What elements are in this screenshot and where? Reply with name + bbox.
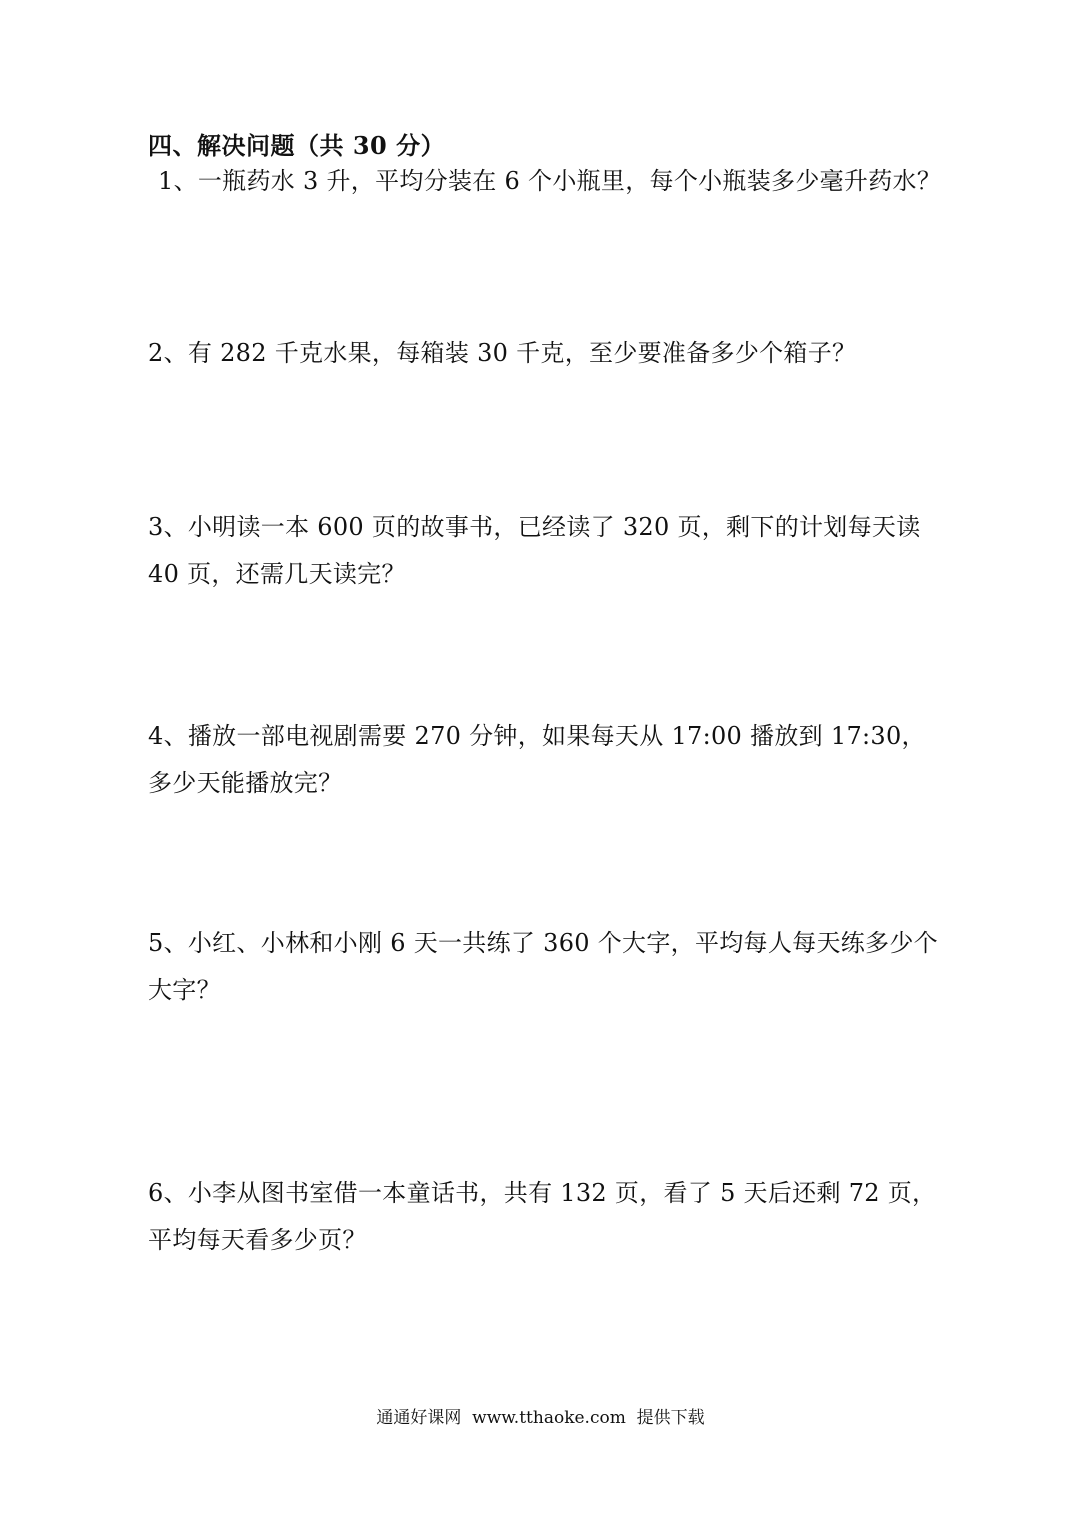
question-5: 5、小红、小林和小刚 6 天一共练了 360 个大字，平均每人每天练多少个大字？ — [148, 929, 938, 1004]
footer-download-note: 通通好课网 www.tthaoke.com 提供下载 — [376, 1408, 705, 1428]
question-2: 2、有 282 千克水果，每箱装 30 千克，至少要准备多少个箱子？ — [148, 339, 857, 367]
section-title: 四、解决问题（共 30 分） — [148, 131, 446, 160]
question-4: 4、播放一部电视剧需要 270 分钟，如果每天从 17:00 播放到 17:30，多少天能播放完？ — [148, 722, 926, 797]
question-3: 3、小明读一本 600 页的故事书，已经读了 320 页，剩下的计划每天读 40 页，还需几天读完？ — [148, 513, 921, 588]
question-6: 6、小李从图书室借一本童话书，共有 132 页，看了 5 天后还剩 72 页，平均每天看多少页？ — [148, 1179, 937, 1254]
question-1: 1、一瓶药水 3 升，平均分装在 6 个小瓶里，每个小瓶装多少毫升药水？ — [158, 167, 942, 195]
